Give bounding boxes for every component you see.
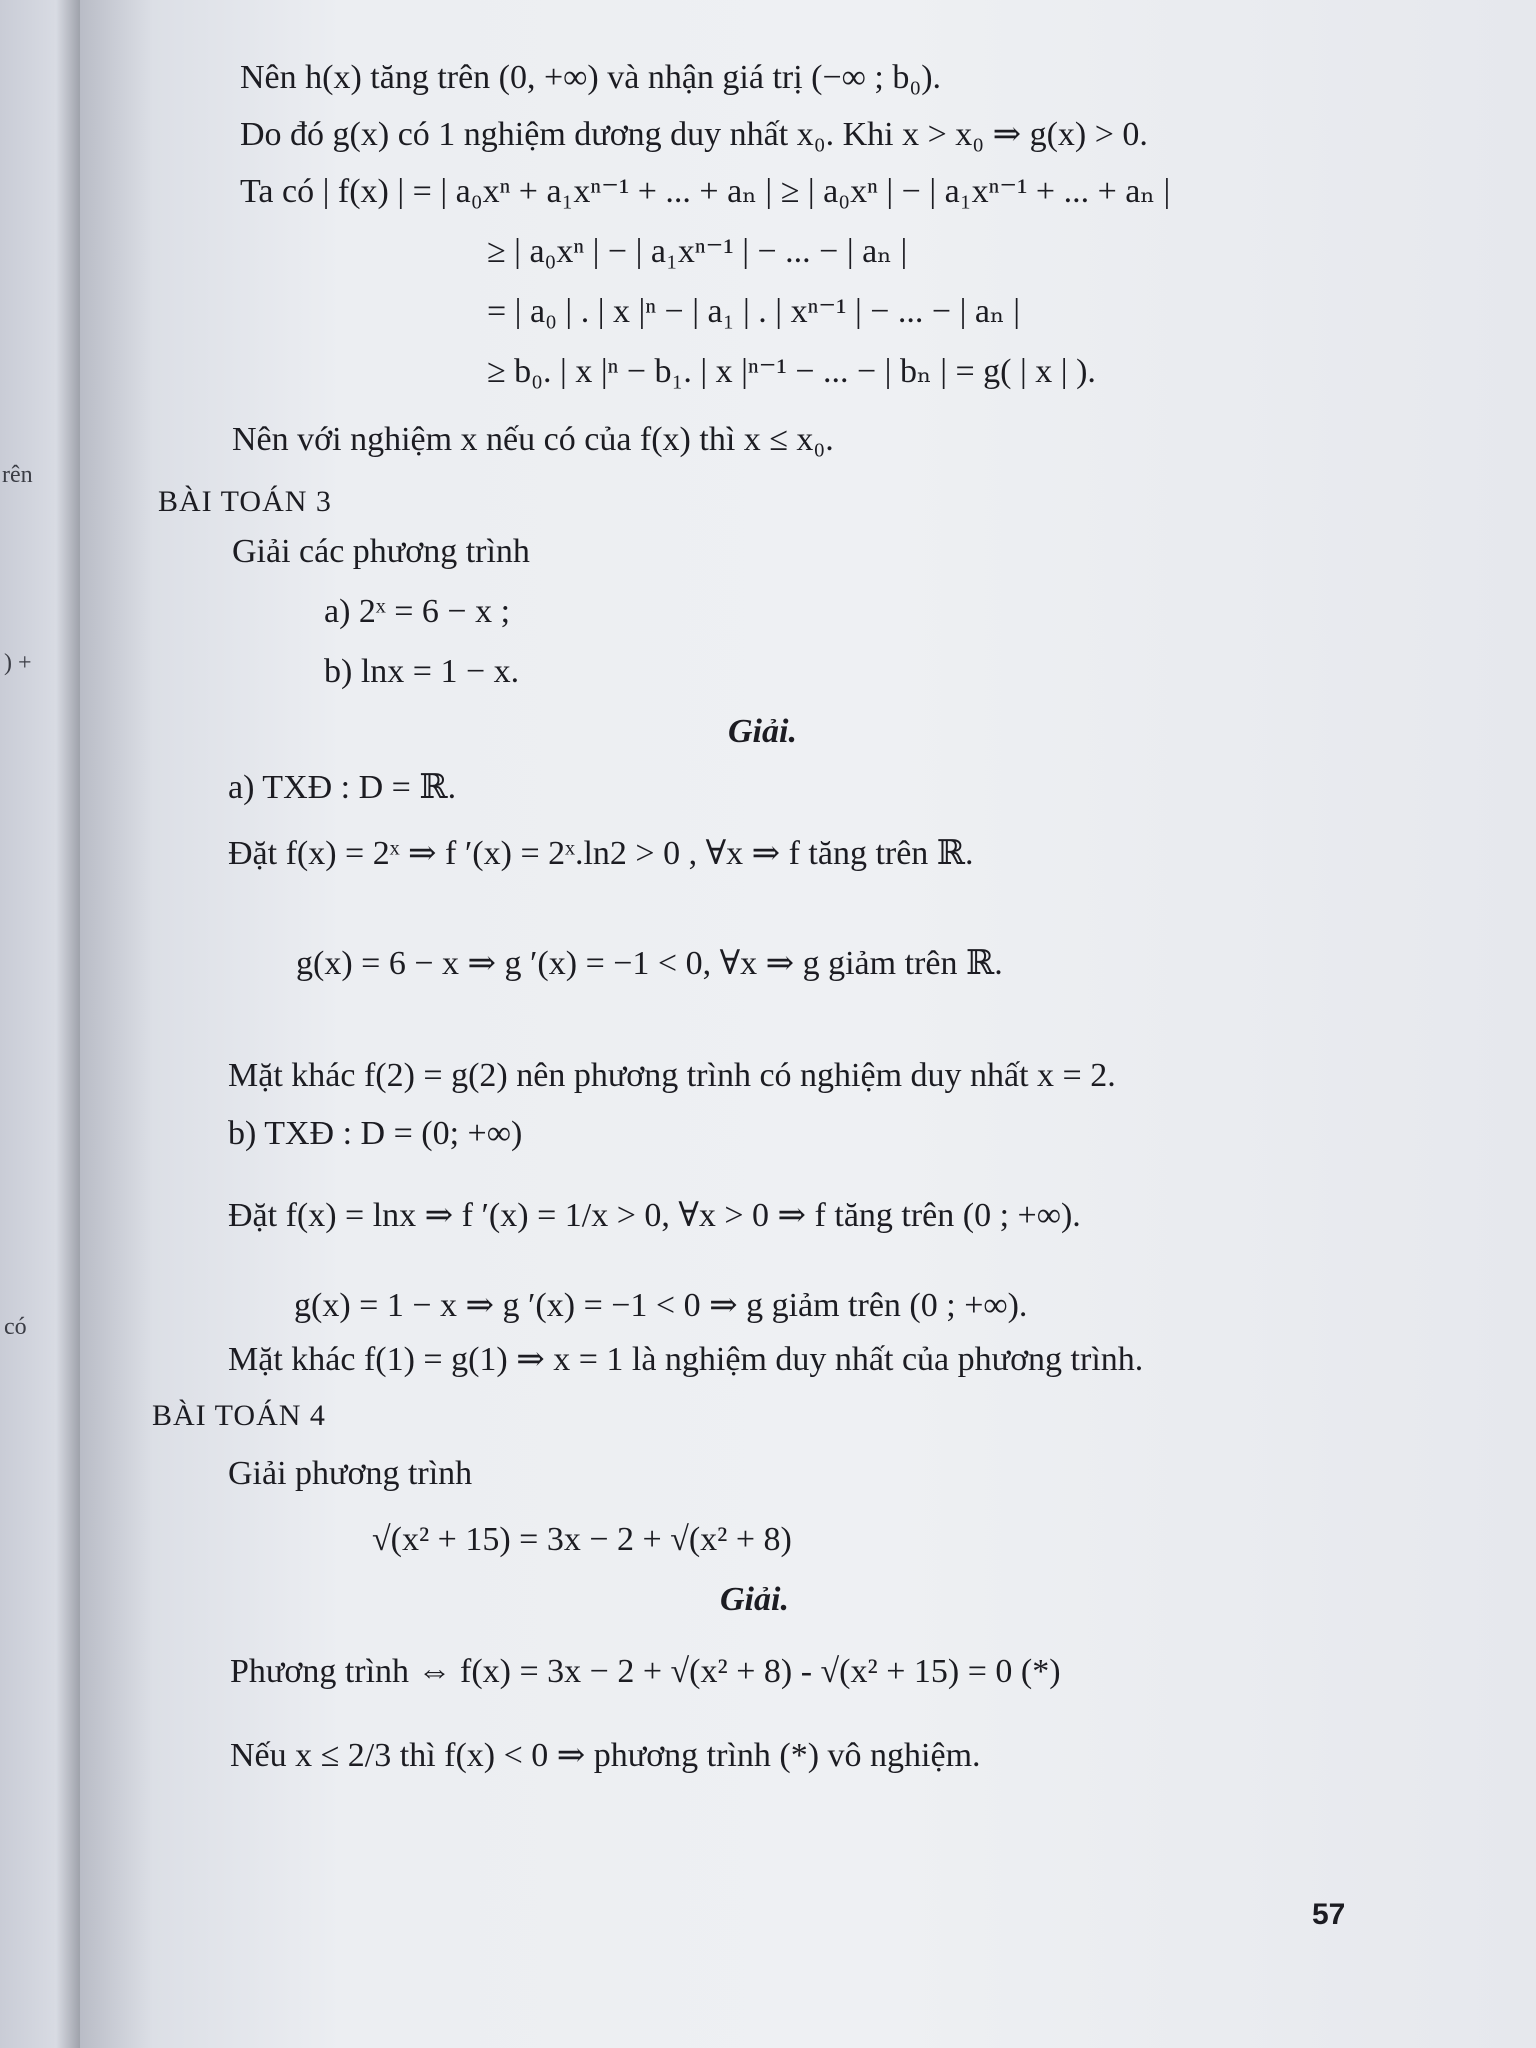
solution-heading: Giải. <box>728 713 797 750</box>
math-line: = | a₀ | . | x |ⁿ − | a₁ | . | xⁿ⁻¹ | − ... − | aₙ | <box>487 293 1021 330</box>
math-line: g(x) = 1 − x ⇒ g ′(x) = −1 < 0 ⇒ g giảm trên (0 ; +∞). <box>294 1287 1028 1324</box>
text-line: Phương trình ⇔ f(x) = 3x − 2 + √(x² + 8) - √(x² + 15) = 0 (*) <box>230 1653 1061 1690</box>
previous-page-edge <box>0 0 80 2048</box>
book-page <box>80 0 1536 2048</box>
text-line: Giải các phương trình <box>232 533 530 570</box>
section-heading: BÀI TOÁN 4 <box>152 1399 326 1432</box>
page-number: 57 <box>1312 1898 1346 1931</box>
text-line: Đặt f(x) = 2ˣ ⇒ f ′(x) = 2ˣ.ln2 > 0 , ∀x ⇒ f tăng trên ℝ. <box>228 835 974 872</box>
margin-fragment: có <box>4 1314 27 1340</box>
text-line: b) lnx = 1 − x. <box>324 653 520 690</box>
text-line: Nên với nghiệm x nếu có của f(x) thì x ≤ x₀. <box>232 421 834 458</box>
math-line: ≥ | a₀xⁿ | − | a₁xⁿ⁻¹ | − ... − | aₙ | <box>487 233 908 270</box>
text-line: b) TXĐ : D = (0; +∞) <box>228 1115 523 1152</box>
solution-heading: Giải. <box>720 1581 789 1618</box>
text-line: Mặt khác f(1) = g(1) ⇒ x = 1 là nghiệm duy nhất của phương trình. <box>228 1341 1144 1378</box>
section-heading: BÀI TOÁN 3 <box>158 485 332 518</box>
margin-fragment: ) + <box>4 650 32 676</box>
text-line: Do đó g(x) có 1 nghiệm dương duy nhất x₀. Khi x > x₀ ⇒ g(x) > 0. <box>240 116 1148 153</box>
text-line: Ta có | f(x) | = | a₀xⁿ + a₁xⁿ⁻¹ + ... + aₙ | ≥ | a₀xⁿ | − | a₁xⁿ⁻¹ + ... + aₙ | <box>240 173 1171 210</box>
text-line: a) TXĐ : D = ℝ. <box>228 769 457 806</box>
math-line: g(x) = 6 − x ⇒ g ′(x) = −1 < 0, ∀x ⇒ g giảm trên ℝ. <box>296 945 1003 982</box>
text-line: Mặt khác f(2) = g(2) nên phương trình có nghiệm duy nhất x = 2. <box>228 1057 1116 1094</box>
math-line: √(x² + 15) = 3x − 2 + √(x² + 8) <box>372 1521 792 1558</box>
text-line: Nên h(x) tăng trên (0, +∞) và nhận giá trị (−∞ ; b₀). <box>240 59 942 96</box>
math-line: ≥ b₀. | x |ⁿ − b₁. | x |ⁿ⁻¹ − ... − | bₙ | = g( | x | ). <box>487 353 1096 390</box>
margin-fragment: rên <box>2 462 33 488</box>
text-line: Đặt f(x) = lnx ⇒ f ′(x) = 1/x > 0, ∀x > 0 ⇒ f tăng trên (0 ; +∞). <box>228 1197 1081 1234</box>
text-line: Nếu x ≤ 2/3 thì f(x) < 0 ⇒ phương trình (*) vô nghiệm. <box>230 1737 981 1774</box>
text-line: a) 2ˣ = 6 − x ; <box>324 593 511 630</box>
text-line: Giải phương trình <box>228 1455 473 1492</box>
